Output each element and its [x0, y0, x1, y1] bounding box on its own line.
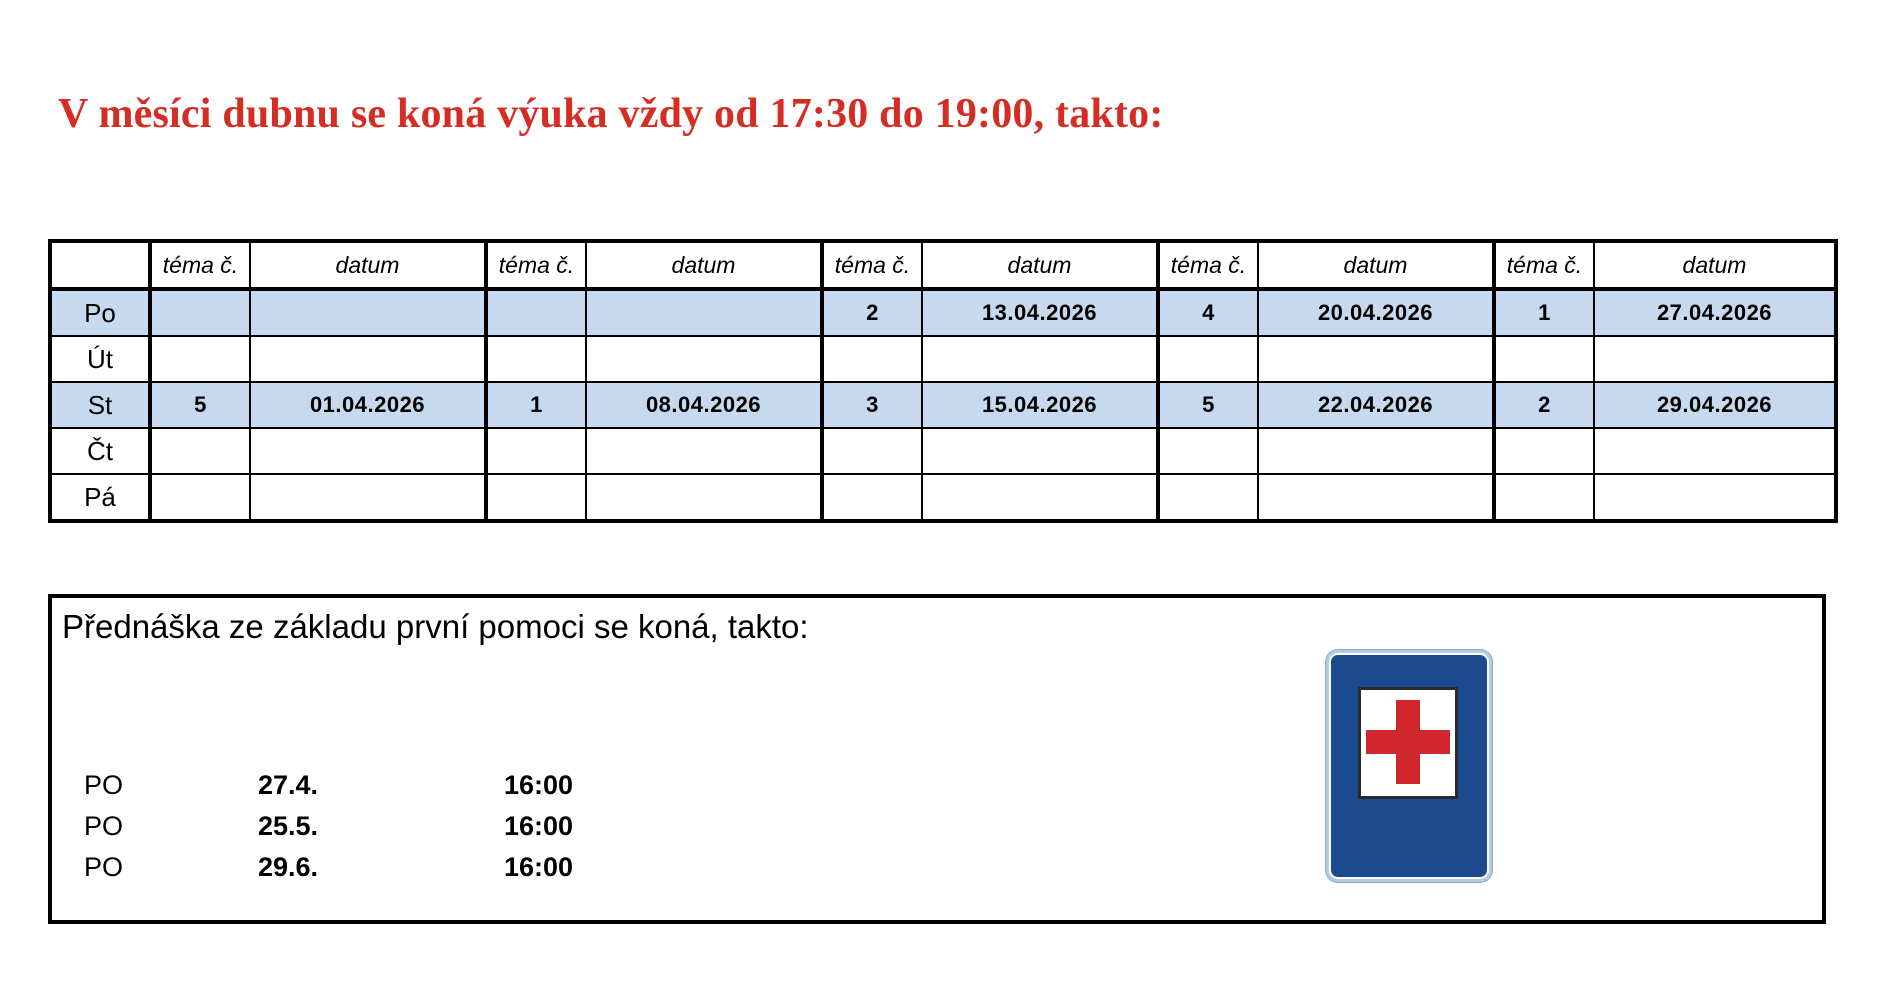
topic-cell [486, 428, 586, 474]
topic-cell [1494, 336, 1594, 382]
session-day: PO [84, 852, 124, 882]
topic-cell [1494, 474, 1594, 521]
date-cell [922, 336, 1158, 382]
header-date-cell: datum [922, 241, 1158, 289]
session-time: 16:00 [504, 811, 574, 841]
date-cell [1258, 428, 1494, 474]
topic-cell: 1 [1494, 289, 1594, 336]
schedule-header-row [50, 241, 1836, 289]
topic-cell: 1 [486, 382, 586, 428]
day-cell: Út [50, 336, 150, 382]
date-cell: 01.04.2026 [250, 382, 486, 428]
date-cell [250, 428, 486, 474]
date-cell: 15.04.2026 [922, 382, 1158, 428]
header-topic-cell: téma č. [150, 241, 250, 289]
header-topic-cell: téma č. [1494, 241, 1594, 289]
schedule-row-po [50, 289, 1836, 336]
header-corner-cell [50, 241, 150, 289]
day-cell: Pá [50, 474, 150, 521]
red-cross-bar [1366, 730, 1450, 754]
header-topic-cell: téma č. [486, 241, 586, 289]
session-date: 25.5. [258, 811, 319, 841]
schedule-row-pa [50, 474, 1836, 521]
topic-cell [1494, 428, 1594, 474]
date-cell: 20.04.2026 [1258, 289, 1494, 336]
lecture-intro: Přednáška ze základu první pomoci se koná, takto: [62, 608, 809, 645]
session-day: PO [84, 770, 124, 800]
topic-cell: 5 [150, 382, 250, 428]
day-cell: Čt [50, 428, 150, 474]
topic-cell [150, 289, 250, 336]
topic-cell [150, 428, 250, 474]
session-day: PO [84, 811, 124, 841]
topic-cell [822, 474, 922, 521]
header-date-cell: datum [1258, 241, 1494, 289]
session-date: 27.4. [258, 770, 319, 800]
header-topic-cell: téma č. [1158, 241, 1258, 289]
header-date-cell: datum [250, 241, 486, 289]
date-cell [922, 428, 1158, 474]
topic-cell [1158, 336, 1258, 382]
topic-cell [486, 289, 586, 336]
topic-cell [150, 336, 250, 382]
date-cell: 22.04.2026 [1258, 382, 1494, 428]
sign-blue-panel [1329, 653, 1489, 879]
date-cell [586, 289, 822, 336]
date-cell: 08.04.2026 [586, 382, 822, 428]
topic-cell [822, 428, 922, 474]
date-cell [250, 289, 486, 336]
sign-white-panel [1358, 687, 1458, 799]
session-date: 29.6. [258, 852, 319, 882]
schedule-table [48, 239, 1838, 523]
topic-cell: 2 [1494, 382, 1594, 428]
schedule-row-ct [50, 428, 1836, 474]
date-cell [586, 336, 822, 382]
schedule-row-ut [50, 336, 1836, 382]
first-aid-sign-icon [1326, 650, 1492, 882]
topic-cell [486, 474, 586, 521]
date-cell [586, 428, 822, 474]
topic-cell: 4 [1158, 289, 1258, 336]
schedule-row-st [50, 382, 1836, 428]
header-date-cell: datum [586, 241, 822, 289]
topic-cell [150, 474, 250, 521]
date-cell [250, 336, 486, 382]
header-topic-cell: téma č. [822, 241, 922, 289]
date-cell: 27.04.2026 [1594, 289, 1836, 336]
session-time: 16:00 [504, 770, 574, 800]
topic-cell [486, 336, 586, 382]
topic-cell [822, 336, 922, 382]
date-cell [250, 474, 486, 521]
day-cell: St [50, 382, 150, 428]
date-cell [586, 474, 822, 521]
session-time: 16:00 [504, 852, 574, 882]
date-cell [1258, 336, 1494, 382]
date-cell [1594, 428, 1836, 474]
header-date-cell: datum [1594, 241, 1836, 289]
date-cell: 29.04.2026 [1594, 382, 1836, 428]
topic-cell: 2 [822, 289, 922, 336]
first-aid-lecture-box [48, 594, 1826, 924]
topic-cell: 5 [1158, 382, 1258, 428]
topic-cell [1158, 474, 1258, 521]
date-cell: 13.04.2026 [922, 289, 1158, 336]
date-cell [1594, 474, 1836, 521]
date-cell [1594, 336, 1836, 382]
topic-cell: 3 [822, 382, 922, 428]
page-headline: V měsíci dubnu se koná výuka vždy od 17:30 do 19:00, takto: [58, 91, 1164, 137]
day-cell: Po [50, 289, 150, 336]
date-cell [1258, 474, 1494, 521]
topic-cell [1158, 428, 1258, 474]
date-cell [922, 474, 1158, 521]
